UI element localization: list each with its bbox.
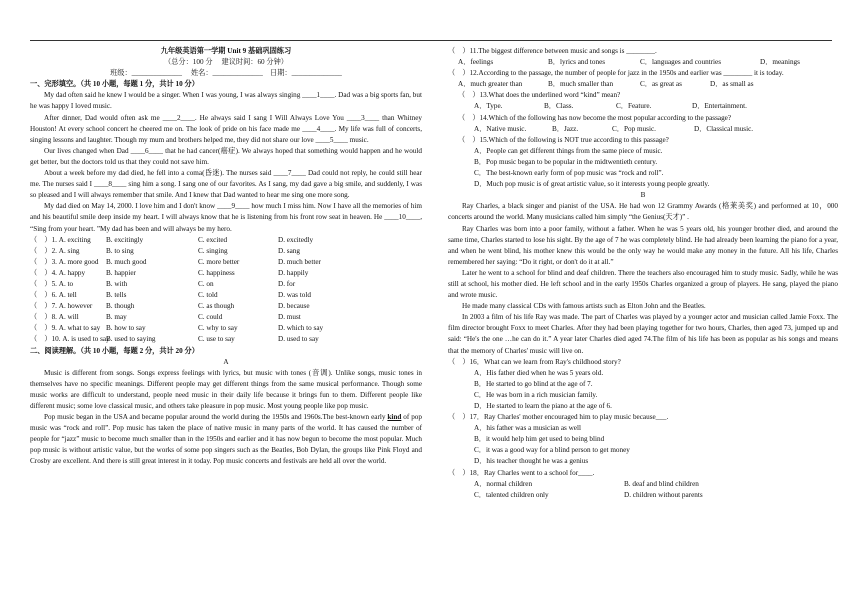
option-b: B. how to say [106, 324, 146, 333]
option-a: （ ）9. A. what to say [30, 324, 101, 333]
option-b: B. may [106, 313, 127, 322]
option-d: D. much better [278, 257, 321, 266]
text-run: of pop music was “rock and roll”. Pop music has taken the place of native music in many parts of the world. It has caused the number of people for “jazz” music to become much smaller than in the 1950s and earlier and it has now begun to become the most popular. Much pop music is without artistic value, but the works of some pop singers such as the Beatles, Bob Dylan, the groups like Pink Floyd and Crosby are excellent. And there is still great interest in it today. Pop music concerts and festivals are held all over the world. [30, 413, 422, 466]
question-stem: （ ）11.The biggest difference between music and songs is ________. [448, 47, 657, 55]
passage-b-paragraph: He made many classical CDs with famous artists such as Elton John and the Beatles. [462, 302, 706, 311]
cloze-option-row [30, 334, 422, 345]
option-d: D. children without parents [624, 490, 703, 499]
question-stem: （ ）15.Which of the following is NOT true according to this passage? [458, 135, 669, 144]
option-d: D．meanings [760, 58, 800, 67]
section-reading-heading: 二、阅读理解。（共 10 小题，每题 2 分，共计 20 分） [30, 346, 199, 355]
option-a: （ ）7. A. however [30, 302, 93, 311]
option-c: C. told [198, 291, 218, 300]
option-a: A．his father was a musician as well [474, 424, 581, 433]
option-c: C. could [198, 313, 223, 322]
option-c: C. as though [198, 302, 235, 311]
question-options [448, 479, 838, 490]
question-16 [448, 357, 838, 412]
option-b: B．it would help him get used to being blind [474, 435, 605, 444]
question-options [448, 101, 838, 112]
option-c: C. more better [198, 257, 240, 266]
option-b: B．Pop music began to be popular in the midtwentieth century. [474, 157, 658, 166]
option-d: D．Entertainment. [692, 102, 747, 111]
option-a: （ ）6. A. tell [30, 291, 77, 300]
option-a: A．Type. [474, 102, 503, 111]
question-options [448, 79, 838, 90]
question-stem: （ ）13.What does the underlined word “kind” mean? [458, 91, 621, 100]
cloze-paragraph: My dad often said he knew I would be a singer. When I was young, I was always singing ____1____. Dad was a big sports fan, but he was happy I loved music. [30, 91, 422, 111]
student-info-line: 班级：______________ 姓名：______________ 日期：______________ [110, 69, 342, 78]
cloze-option-row [30, 323, 422, 334]
cloze-paragraph: Our lives changed when Dad ____6____ that he had cancer(癌症). We always hoped that something would happen and he would get better, but the doctors told us that they could not save him. [30, 146, 422, 166]
section-cloze-heading: 一、完形填空。（共 10 小题，每题 1 分，共计 10 分） [30, 80, 199, 89]
option-b: B. though [106, 302, 135, 311]
passage-b-paragraph: Ray Charles, a black singer and pianist of the USA. He had won 12 Grammy Awards (格莱美奖) and performed at 10，000 concerts around the world. Many musicians called him simply “the Genius(天才)” . [448, 202, 838, 222]
option-d: D. used to say [278, 335, 319, 344]
cloze-option-row [30, 268, 422, 279]
option-b: B．lyrics and tones [548, 58, 606, 67]
option-d: D．his teacher thought he was a genius [474, 457, 589, 466]
option-d: D．Much pop music is of great artistic value, so it interests young people greatly. [474, 180, 710, 189]
cloze-options [30, 235, 422, 346]
passage-b-paragraph: In 2003 a film of his life Ray was made. The part of Charles was played by a younger actor and musician called Jamie Foxx. The film director brought Foxx to meet Charles. After they had been playing together for two hours, Charles, then aged 73, jumped up and said: “He's the one …he can do it.” A year later Charles died aged 74.The film of his life has been as popular as his songs and means that the memory of Charles' music will live on. [448, 313, 838, 355]
underlined-word: kind [387, 413, 402, 422]
option-b: B. excitingly [106, 235, 144, 244]
question-14 [448, 113, 838, 135]
question-18 [448, 468, 838, 501]
question-stem: （ ）12.According to the passage, the number of people for jazz in the 1950s and earlier was ________ it is today. [448, 69, 784, 78]
option-b: B. happier [106, 268, 136, 277]
cloze-paragraph: My dad died on May 14, 2000. I love him and I don't know ____9____ how much I miss him. Now I have all the memories of him and his beautiful smile deep inside my heart. I will always know that he is listening from his front row seat in heaven. He ____10____, “Sing from your heart. ”My dad has been and will always be my hero. [30, 202, 422, 233]
question-13 [448, 90, 838, 112]
option-a: （ ）5. A. to [30, 279, 74, 288]
question-stem: （ ）18．Ray Charles went to a school for____. [448, 468, 595, 477]
option-d: D. which to say [278, 324, 324, 333]
option-b: B．He started to go blind at the age of 7. [474, 379, 593, 388]
option-c: C．He was born in a rich musician family. [474, 390, 598, 399]
option-a: A．normal children [474, 479, 533, 488]
exam-title: 九年级英语第一学期 Unit 9 基础巩固练习 [160, 47, 292, 55]
option-c: C．talented children only [474, 490, 549, 499]
option-b: B. tells [106, 291, 127, 300]
option-b: B. to sing [106, 246, 134, 255]
option-c: C. use to say [198, 335, 235, 344]
option-c: C．languages and countries [640, 58, 722, 67]
cloze-option-row [30, 279, 422, 290]
cloze-option-row [30, 235, 422, 246]
option-d: D. excitedly [278, 235, 314, 244]
passage-b-label: B [640, 191, 646, 200]
option-a: （ ）4. A. happy [30, 268, 86, 277]
question-options [448, 124, 838, 135]
option-a: （ ）8. A. will [30, 313, 79, 322]
top-rule [30, 40, 832, 41]
text-run: Pop music began in the USA and became popular around the world during the 1950s and 1960s.The best-known early [44, 413, 388, 422]
question-options [448, 57, 838, 68]
option-a: A．much greater than [458, 80, 523, 89]
option-a: A．His father died when he was 5 years old. [474, 368, 604, 377]
option-c: C．as great as [640, 80, 682, 89]
option-a: （ ）1. A. exciting [30, 235, 91, 244]
option-a: （ ）2. A. sing [30, 246, 80, 255]
passage-a-paragraph [30, 412, 422, 467]
cloze-option-row [30, 312, 422, 323]
question-12 [448, 68, 838, 90]
option-a: A．People can get different things from the same piece of music. [474, 146, 663, 155]
option-c: C. singing [198, 246, 228, 255]
option-d: D. sang [278, 246, 300, 255]
option-c: C．The best-known early form of pop music was “rock and roll”. [474, 169, 664, 178]
option-b: B. used to saying [106, 335, 156, 344]
passage-b-paragraph: Later he went to a school for blind and deaf children. There the teachers also encouraged him to study music. Sadly, while he was still at school, his mother died. He left school and in the early 1950s Charles organized a group of players. He sang, played the piano and wrote music. [448, 268, 838, 300]
option-a: A．Native music. [474, 124, 527, 133]
option-d: D．He started to learn the piano at the age of 6. [474, 402, 612, 410]
question-stem: （ ）14.Which of the following has now become the most popular according to the passage? [458, 113, 732, 122]
option-c: C．Feature. [616, 102, 652, 111]
option-b: B．much smaller than [548, 80, 614, 89]
option-c: C. why to say [198, 324, 238, 333]
passage-b-paragraph: Ray Charles was born into a poor family, without a father. When he was 5 years old, his younger brother died, and around the same time, Charles started to lose his sight. By the age of 7 he was completely blind. He had already been learning the piano for a year, and when he went blind, his mother knew this would be the only way he would make any money in the future. All his life, Charles remembered her saying: “Do it right, or don't do it at all.” [448, 224, 838, 266]
right-column [448, 46, 838, 501]
cloze-option-row [30, 290, 422, 301]
question-stem: （ ）16．What can we learn from Ray's childhood story? [448, 357, 621, 366]
option-c: C. excited [198, 235, 228, 244]
cloze-option-row [30, 246, 422, 257]
option-c: C. happiness [198, 268, 235, 277]
option-d: D．as small as [710, 80, 754, 89]
option-d: D. happily [278, 268, 309, 277]
question-options [448, 490, 838, 501]
passage-a-label: A [223, 357, 229, 366]
option-c: C．it was a good way for a blind person to get money [474, 446, 630, 455]
question-17 [448, 412, 838, 467]
cloze-paragraph: After dinner, Dad would often ask me ____2____. He always said I sang I Will Always Love You ____3____ than Whitney Houston! At every school concert he cheered me on. The look of pride on his face made me ____4____. My life was full of concerts, singing lessons and laughter. Though my mum and brothers helped me, they did not share our love ____5____ music. [30, 113, 422, 144]
question-15 [448, 135, 838, 190]
passage-a-paragraph: Music is different from songs. Songs express feelings with lyrics, but music with tones (音调). Unlike songs, music tones in themselves have no specific meanings. Different people may get different things from the same musical performance. Though some music works are difficult to understand, people need music in their daily life because it brings fun to them. Different people like different music; some love classical music, and others take pleasure in pop music. Most young people like pop music. [30, 368, 422, 410]
option-c: C. on [198, 279, 214, 288]
option-b: B. deaf and blind children [624, 479, 699, 488]
question-stem: （ ）17．Ray Charles' mother encouraged him to play music because___. [448, 413, 669, 422]
option-d: D. must [278, 313, 301, 322]
option-d: D．Classical music. [694, 124, 754, 133]
option-b: B．Jazz. [552, 124, 579, 133]
option-d: D. for [278, 279, 296, 288]
left-column [30, 46, 422, 468]
option-b: B. with [106, 279, 128, 288]
option-c: C．Pop music. [612, 124, 656, 133]
option-a: （ ）3. A. more good [30, 257, 99, 266]
cloze-paragraph: About a week before my dad died, he fell into a coma(昏迷). The nurses said ____7____ Dad could not reply, he could still hear me. The nurses said I ____8____ sing him a song. I sang one of our favorites. As I sang, my dad gave a big smile, and suddenly, I was so pleased and I will always remember that smile. And I knew that Dad wanted to hear me sing one more song. [30, 169, 422, 200]
cloze-option-row [30, 257, 422, 268]
option-d: D. was told [278, 291, 311, 300]
question-11 [448, 46, 838, 68]
option-b: B．Class. [544, 102, 574, 111]
option-a: A．feelings [458, 58, 494, 67]
option-b: B. much good [106, 257, 147, 266]
cloze-option-row [30, 301, 422, 312]
option-d: D. because [278, 302, 310, 311]
exam-subtitle: （总分：100 分 建议时间：60 分钟） [164, 58, 288, 67]
option-a: （ ）10. A. is used to say [30, 335, 110, 344]
